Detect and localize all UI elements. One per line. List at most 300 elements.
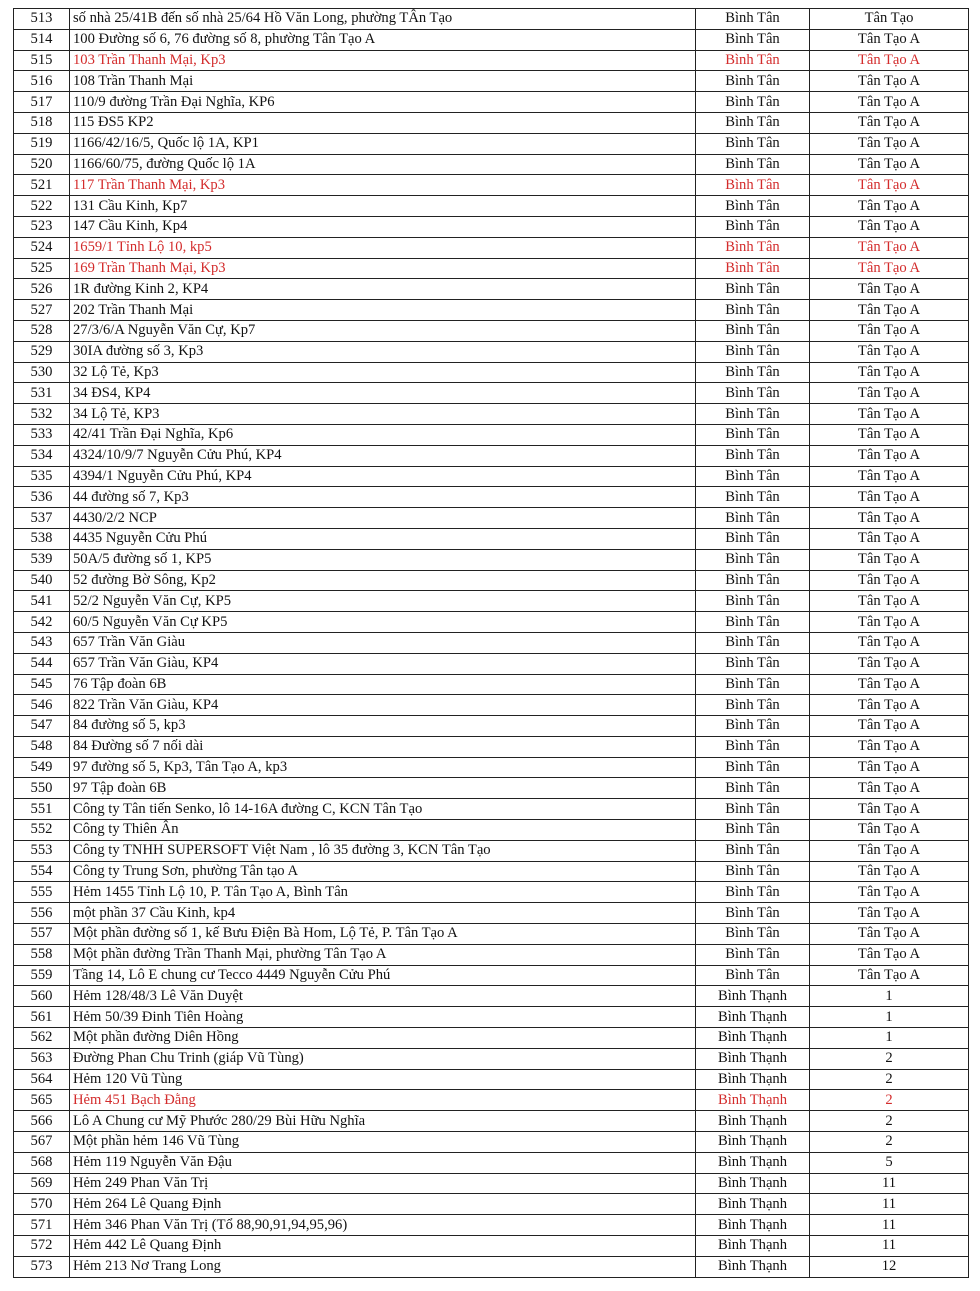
- row-number-cell: 520: [14, 154, 70, 175]
- district-cell: Bình Tân: [696, 341, 810, 362]
- address-cell: 97 Tập đoàn 6B: [70, 778, 696, 799]
- table-row: [14, 840, 969, 861]
- district-cell: Bình Tân: [696, 653, 810, 674]
- table-row: [14, 820, 969, 841]
- table-row: [14, 71, 969, 92]
- district-cell: Bình Tân: [696, 882, 810, 903]
- row-number-cell: 548: [14, 736, 70, 757]
- district-cell: Bình Tân: [696, 466, 810, 487]
- address-cell: 44 đường số 7, Kp3: [70, 487, 696, 508]
- district-cell: Bình Tân: [696, 695, 810, 716]
- row-number-cell: 564: [14, 1069, 70, 1090]
- address-cell: 4394/1 Nguyễn Cửu Phú, KP4: [70, 466, 696, 487]
- district-cell: Bình Tân: [696, 965, 810, 986]
- district-cell: Bình Tân: [696, 29, 810, 50]
- table-row: [14, 50, 969, 71]
- row-number-cell: 533: [14, 424, 70, 445]
- row-number-cell: 567: [14, 1132, 70, 1153]
- row-number-cell: 536: [14, 487, 70, 508]
- table-row: [14, 154, 969, 175]
- district-cell: Bình Tân: [696, 258, 810, 279]
- address-cell: 50A/5 đường số 1, KP5: [70, 549, 696, 570]
- district-cell: Bình Tân: [696, 799, 810, 820]
- district-cell: Bình Tân: [696, 9, 810, 30]
- ward-cell: Tân Tạo A: [810, 237, 969, 258]
- row-number-cell: 554: [14, 861, 70, 882]
- address-cell: Hẻm 128/48/3 Lê Văn Duyệt: [70, 986, 696, 1007]
- table-row: [14, 1048, 969, 1069]
- district-cell: Bình Tân: [696, 362, 810, 383]
- ward-cell: Tân Tạo A: [810, 944, 969, 965]
- district-cell: Bình Tân: [696, 279, 810, 300]
- ward-cell: Tân Tạo A: [810, 840, 969, 861]
- address-cell: 147 Cầu Kinh, Kp4: [70, 216, 696, 237]
- ward-cell: 11: [810, 1194, 969, 1215]
- address-cell: Công ty Trung Sơn, phường Tân tạo A: [70, 861, 696, 882]
- ward-cell: Tân Tạo A: [810, 965, 969, 986]
- address-cell: 822 Trần Văn Giàu, KP4: [70, 695, 696, 716]
- ward-cell: 11: [810, 1236, 969, 1257]
- ward-cell: 5: [810, 1152, 969, 1173]
- table-row: [14, 1028, 969, 1049]
- row-number-cell: 573: [14, 1256, 70, 1277]
- row-number-cell: 540: [14, 570, 70, 591]
- table-row: [14, 175, 969, 196]
- row-number-cell: 517: [14, 92, 70, 113]
- table-row: [14, 924, 969, 945]
- address-cell: 169 Trần Thanh Mại, Kp3: [70, 258, 696, 279]
- table-row: [14, 986, 969, 1007]
- district-cell: Bình Thạnh: [696, 1111, 810, 1132]
- ward-cell: Tân Tạo A: [810, 196, 969, 217]
- row-number-cell: 534: [14, 445, 70, 466]
- row-number-cell: 532: [14, 404, 70, 425]
- district-cell: Bình Tân: [696, 50, 810, 71]
- row-number-cell: 539: [14, 549, 70, 570]
- ward-cell: Tân Tạo A: [810, 924, 969, 945]
- row-number-cell: 557: [14, 924, 70, 945]
- table-row: [14, 1173, 969, 1194]
- address-cell: 4324/10/9/7 Nguyễn Cửu Phú, KP4: [70, 445, 696, 466]
- district-cell: Bình Thạnh: [696, 1007, 810, 1028]
- ward-cell: Tân Tạo A: [810, 674, 969, 695]
- address-cell: 115 ĐS5 KP2: [70, 112, 696, 133]
- district-cell: Bình Thạnh: [696, 1132, 810, 1153]
- row-number-cell: 571: [14, 1215, 70, 1236]
- address-cell: 117 Trần Thanh Mại, Kp3: [70, 175, 696, 196]
- district-cell: Bình Thạnh: [696, 1048, 810, 1069]
- district-cell: Bình Tân: [696, 591, 810, 612]
- address-cell: 1R đường Kinh 2, KP4: [70, 279, 696, 300]
- ward-cell: 2: [810, 1069, 969, 1090]
- row-number-cell: 524: [14, 237, 70, 258]
- district-cell: Bình Tân: [696, 924, 810, 945]
- table-row: [14, 591, 969, 612]
- table-row: [14, 508, 969, 529]
- table-row: [14, 341, 969, 362]
- district-cell: Bình Tân: [696, 216, 810, 237]
- district-cell: Bình Thạnh: [696, 986, 810, 1007]
- district-cell: Bình Tân: [696, 612, 810, 633]
- ward-cell: 2: [810, 1132, 969, 1153]
- row-number-cell: 555: [14, 882, 70, 903]
- address-cell: 27/3/6/A Nguyễn Văn Cự, Kp7: [70, 320, 696, 341]
- ward-cell: Tân Tạo A: [810, 445, 969, 466]
- table-row: [14, 778, 969, 799]
- table-row: [14, 133, 969, 154]
- table-row: [14, 466, 969, 487]
- address-cell: Hẻm 249 Phan Văn Trị: [70, 1173, 696, 1194]
- address-cell: 42/41 Trần Đại Nghĩa, Kp6: [70, 424, 696, 445]
- address-cell: 34 Lộ Tẻ, KP3: [70, 404, 696, 425]
- table-row: [14, 424, 969, 445]
- ward-cell: Tân Tạo A: [810, 154, 969, 175]
- row-number-cell: 514: [14, 29, 70, 50]
- table-row: [14, 404, 969, 425]
- row-number-cell: 537: [14, 508, 70, 529]
- district-cell: Bình Tân: [696, 92, 810, 113]
- address-cell: 30IA đường số 3, Kp3: [70, 341, 696, 362]
- address-cell: Công ty Thiên Ân: [70, 820, 696, 841]
- ward-cell: Tân Tạo A: [810, 279, 969, 300]
- ward-cell: Tân Tạo A: [810, 528, 969, 549]
- ward-cell: 2: [810, 1111, 969, 1132]
- ward-cell: Tân Tạo A: [810, 300, 969, 321]
- table-row: [14, 882, 969, 903]
- row-number-cell: 543: [14, 632, 70, 653]
- address-cell: 84 đường số 5, kp3: [70, 716, 696, 737]
- row-number-cell: 566: [14, 1111, 70, 1132]
- address-cell: 657 Trần Văn Giàu: [70, 632, 696, 653]
- table-row: [14, 1111, 969, 1132]
- row-number-cell: 549: [14, 757, 70, 778]
- district-cell: Bình Tân: [696, 944, 810, 965]
- district-cell: Bình Tân: [696, 445, 810, 466]
- address-cell: 1659/1 Tỉnh Lộ 10, kp5: [70, 237, 696, 258]
- ward-cell: Tân Tạo A: [810, 716, 969, 737]
- table-row: [14, 362, 969, 383]
- row-number-cell: 530: [14, 362, 70, 383]
- district-cell: Bình Tân: [696, 383, 810, 404]
- table-row: [14, 570, 969, 591]
- row-number-cell: 538: [14, 528, 70, 549]
- address-cell: 108 Trần Thanh Mại: [70, 71, 696, 92]
- address-cell: 76 Tập đoàn 6B: [70, 674, 696, 695]
- address-cell: Hẻm 119 Nguyễn Văn Đậu: [70, 1152, 696, 1173]
- ward-cell: Tân Tạo A: [810, 508, 969, 529]
- table-row: [14, 861, 969, 882]
- table-row: [14, 1152, 969, 1173]
- address-cell: Hẻm 120 Vũ Tùng: [70, 1069, 696, 1090]
- address-cell: 34 ĐS4, KP4: [70, 383, 696, 404]
- ward-cell: Tân Tạo A: [810, 320, 969, 341]
- district-cell: Bình Thạnh: [696, 1256, 810, 1277]
- district-cell: Bình Tân: [696, 716, 810, 737]
- row-number-cell: 535: [14, 466, 70, 487]
- district-cell: Bình Tân: [696, 112, 810, 133]
- address-cell: Công ty TNHH SUPERSOFT Việt Nam , lô 35 đường 3, KCN Tân Tạo: [70, 840, 696, 861]
- address-cell: một phần 37 Cầu Kinh, kp4: [70, 903, 696, 924]
- table-row: [14, 1132, 969, 1153]
- table-row: [14, 383, 969, 404]
- table-row: [14, 487, 969, 508]
- row-number-cell: 568: [14, 1152, 70, 1173]
- row-number-cell: 559: [14, 965, 70, 986]
- table-row: [14, 92, 969, 113]
- row-number-cell: 572: [14, 1236, 70, 1257]
- table-row: [14, 1007, 969, 1028]
- table-row: [14, 9, 969, 30]
- address-cell: Hẻm 1455 Tỉnh Lộ 10, P. Tân Tạo A, Bình Tân: [70, 882, 696, 903]
- table-row: [14, 528, 969, 549]
- row-number-cell: 562: [14, 1028, 70, 1049]
- row-number-cell: 561: [14, 1007, 70, 1028]
- row-number-cell: 546: [14, 695, 70, 716]
- address-cell: Một phần hẻm 146 Vũ Tùng: [70, 1132, 696, 1153]
- ward-cell: Tân Tạo A: [810, 71, 969, 92]
- ward-cell: Tân Tạo A: [810, 50, 969, 71]
- district-cell: Bình Thạnh: [696, 1069, 810, 1090]
- ward-cell: Tân Tạo A: [810, 570, 969, 591]
- ward-cell: 2: [810, 1090, 969, 1111]
- address-cell: Một phần đường Trần Thanh Mại, phường Tân Tạo A: [70, 944, 696, 965]
- address-cell: 202 Trần Thanh Mại: [70, 300, 696, 321]
- row-number-cell: 545: [14, 674, 70, 695]
- address-cell: số nhà 25/41B đến số nhà 25/64 Hồ Văn Long, phường TÂn Tạo: [70, 9, 696, 30]
- ward-cell: Tân Tạo A: [810, 404, 969, 425]
- address-table-body: [14, 9, 969, 1278]
- ward-cell: Tân Tạo A: [810, 861, 969, 882]
- table-row: [14, 695, 969, 716]
- address-cell: Lô A Chung cư Mỹ Phước 280/29 Bùi Hữu Nghĩa: [70, 1111, 696, 1132]
- address-cell: 84 Đường số 7 nối dài: [70, 736, 696, 757]
- ward-cell: Tân Tạo A: [810, 799, 969, 820]
- ward-cell: 11: [810, 1173, 969, 1194]
- ward-cell: Tân Tạo A: [810, 757, 969, 778]
- row-number-cell: 570: [14, 1194, 70, 1215]
- table-row: [14, 1069, 969, 1090]
- address-cell: 131 Cầu Kinh, Kp7: [70, 196, 696, 217]
- ward-cell: 12: [810, 1256, 969, 1277]
- address-cell: Một phần đường Diên Hồng: [70, 1028, 696, 1049]
- address-cell: Tầng 14, Lô E chung cư Tecco 4449 Nguyễn Cửu Phú: [70, 965, 696, 986]
- district-cell: Bình Tân: [696, 820, 810, 841]
- table-row: [14, 965, 969, 986]
- ward-cell: Tân Tạo A: [810, 487, 969, 508]
- row-number-cell: 521: [14, 175, 70, 196]
- district-cell: Bình Tân: [696, 903, 810, 924]
- address-cell: Hẻm 50/39 Đinh Tiên Hoàng: [70, 1007, 696, 1028]
- table-row: [14, 903, 969, 924]
- district-cell: Bình Tân: [696, 154, 810, 175]
- district-cell: Bình Tân: [696, 736, 810, 757]
- district-cell: Bình Tân: [696, 528, 810, 549]
- table-row: [14, 300, 969, 321]
- row-number-cell: 541: [14, 591, 70, 612]
- row-number-cell: 547: [14, 716, 70, 737]
- address-cell: Công ty Tân tiến Senko, lô 14-16A đường C, KCN Tân Tạo: [70, 799, 696, 820]
- row-number-cell: 556: [14, 903, 70, 924]
- table-row: [14, 196, 969, 217]
- row-number-cell: 513: [14, 9, 70, 30]
- address-table: [13, 8, 969, 1278]
- row-number-cell: 518: [14, 112, 70, 133]
- address-cell: 657 Trần Văn Giàu, KP4: [70, 653, 696, 674]
- table-row: [14, 632, 969, 653]
- row-number-cell: 542: [14, 612, 70, 633]
- ward-cell: 1: [810, 1007, 969, 1028]
- ward-cell: Tân Tạo A: [810, 341, 969, 362]
- district-cell: Bình Tân: [696, 404, 810, 425]
- row-number-cell: 528: [14, 320, 70, 341]
- district-cell: Bình Tân: [696, 133, 810, 154]
- row-number-cell: 565: [14, 1090, 70, 1111]
- table-row: [14, 29, 969, 50]
- district-cell: Bình Thạnh: [696, 1236, 810, 1257]
- table-row: [14, 279, 969, 300]
- ward-cell: Tân Tạo A: [810, 92, 969, 113]
- table-row: [14, 237, 969, 258]
- row-number-cell: 569: [14, 1173, 70, 1194]
- district-cell: Bình Thạnh: [696, 1194, 810, 1215]
- row-number-cell: 525: [14, 258, 70, 279]
- address-cell: 52 đường Bờ Sông, Kp2: [70, 570, 696, 591]
- ward-cell: Tân Tạo A: [810, 736, 969, 757]
- row-number-cell: 560: [14, 986, 70, 1007]
- table-row: [14, 1236, 969, 1257]
- row-number-cell: 516: [14, 71, 70, 92]
- district-cell: Bình Tân: [696, 487, 810, 508]
- row-number-cell: 552: [14, 820, 70, 841]
- ward-cell: Tân Tạo A: [810, 591, 969, 612]
- ward-cell: Tân Tạo A: [810, 362, 969, 383]
- ward-cell: 11: [810, 1215, 969, 1236]
- ward-cell: Tân Tạo A: [810, 549, 969, 570]
- address-cell: Hẻm 451 Bạch Đằng: [70, 1090, 696, 1111]
- address-cell: Hẻm 442 Lê Quang Định: [70, 1236, 696, 1257]
- ward-cell: Tân Tạo A: [810, 653, 969, 674]
- row-number-cell: 527: [14, 300, 70, 321]
- district-cell: Bình Thạnh: [696, 1215, 810, 1236]
- address-cell: 52/2 Nguyễn Văn Cự, KP5: [70, 591, 696, 612]
- table-row: [14, 1256, 969, 1277]
- ward-cell: Tân Tạo A: [810, 258, 969, 279]
- district-cell: Bình Thạnh: [696, 1090, 810, 1111]
- row-number-cell: 526: [14, 279, 70, 300]
- ward-cell: Tân Tạo A: [810, 632, 969, 653]
- district-cell: Bình Tân: [696, 570, 810, 591]
- row-number-cell: 544: [14, 653, 70, 674]
- address-cell: 97 đường số 5, Kp3, Tân Tạo A, kp3: [70, 757, 696, 778]
- district-cell: Bình Tân: [696, 778, 810, 799]
- ward-cell: Tân Tạo A: [810, 903, 969, 924]
- ward-cell: 2: [810, 1048, 969, 1069]
- district-cell: Bình Tân: [696, 237, 810, 258]
- district-cell: Bình Tân: [696, 300, 810, 321]
- table-row: [14, 736, 969, 757]
- table-row: [14, 1090, 969, 1111]
- ward-cell: Tân Tạo A: [810, 882, 969, 903]
- ward-cell: Tân Tạo A: [810, 695, 969, 716]
- district-cell: Bình Tân: [696, 549, 810, 570]
- address-cell: Hẻm 264 Lê Quang Định: [70, 1194, 696, 1215]
- table-row: [14, 549, 969, 570]
- ward-cell: Tân Tạo A: [810, 424, 969, 445]
- table-row: [14, 216, 969, 237]
- row-number-cell: 522: [14, 196, 70, 217]
- district-cell: Bình Tân: [696, 175, 810, 196]
- address-cell: Đường Phan Chu Trinh (giáp Vũ Tùng): [70, 1048, 696, 1069]
- table-row: [14, 944, 969, 965]
- ward-cell: Tân Tạo A: [810, 133, 969, 154]
- table-row: [14, 674, 969, 695]
- ward-cell: Tân Tạo A: [810, 466, 969, 487]
- ward-cell: Tân Tạo A: [810, 383, 969, 404]
- ward-cell: Tân Tạo A: [810, 216, 969, 237]
- address-cell: 100 Đường số 6, 76 đường số 8, phường Tân Tạo A: [70, 29, 696, 50]
- row-number-cell: 558: [14, 944, 70, 965]
- address-cell: 103 Trần Thanh Mại, Kp3: [70, 50, 696, 71]
- ward-cell: Tân Tạo: [810, 9, 969, 30]
- row-number-cell: 550: [14, 778, 70, 799]
- row-number-cell: 551: [14, 799, 70, 820]
- table-row: [14, 799, 969, 820]
- table-row: [14, 653, 969, 674]
- address-cell: Hẻm 346 Phan Văn Trị (Tổ 88,90,91,94,95,96): [70, 1215, 696, 1236]
- ward-cell: 1: [810, 1028, 969, 1049]
- ward-cell: Tân Tạo A: [810, 778, 969, 799]
- table-row: [14, 757, 969, 778]
- ward-cell: Tân Tạo A: [810, 112, 969, 133]
- district-cell: Bình Tân: [696, 674, 810, 695]
- address-cell: Một phần đường số 1, kế Bưu Điện Bà Hom, Lộ Tẻ, P. Tân Tạo A: [70, 924, 696, 945]
- address-cell: 1166/42/16/5, Quốc lộ 1A, KP1: [70, 133, 696, 154]
- address-cell: 1166/60/75, đường Quốc lộ 1A: [70, 154, 696, 175]
- address-cell: 60/5 Nguyễn Văn Cự KP5: [70, 612, 696, 633]
- address-cell: 32 Lộ Tẻ, Kp3: [70, 362, 696, 383]
- row-number-cell: 529: [14, 341, 70, 362]
- district-cell: Bình Tân: [696, 632, 810, 653]
- table-row: [14, 1215, 969, 1236]
- table-row: [14, 258, 969, 279]
- row-number-cell: 531: [14, 383, 70, 404]
- table-row: [14, 716, 969, 737]
- table-row: [14, 112, 969, 133]
- ward-cell: Tân Tạo A: [810, 175, 969, 196]
- district-cell: Bình Tân: [696, 320, 810, 341]
- row-number-cell: 523: [14, 216, 70, 237]
- table-row: [14, 320, 969, 341]
- district-cell: Bình Tân: [696, 840, 810, 861]
- address-cell: 110/9 đường Trần Đại Nghĩa, KP6: [70, 92, 696, 113]
- row-number-cell: 519: [14, 133, 70, 154]
- district-cell: Bình Tân: [696, 508, 810, 529]
- district-cell: Bình Thạnh: [696, 1028, 810, 1049]
- table-row: [14, 612, 969, 633]
- address-cell: 4430/2/2 NCP: [70, 508, 696, 529]
- district-cell: Bình Tân: [696, 861, 810, 882]
- ward-cell: Tân Tạo A: [810, 612, 969, 633]
- district-cell: Bình Tân: [696, 757, 810, 778]
- ward-cell: Tân Tạo A: [810, 820, 969, 841]
- address-cell: 4435 Nguyễn Cửu Phú: [70, 528, 696, 549]
- district-cell: Bình Tân: [696, 424, 810, 445]
- table-row: [14, 445, 969, 466]
- ward-cell: Tân Tạo A: [810, 29, 969, 50]
- district-cell: Bình Tân: [696, 71, 810, 92]
- row-number-cell: 563: [14, 1048, 70, 1069]
- row-number-cell: 515: [14, 50, 70, 71]
